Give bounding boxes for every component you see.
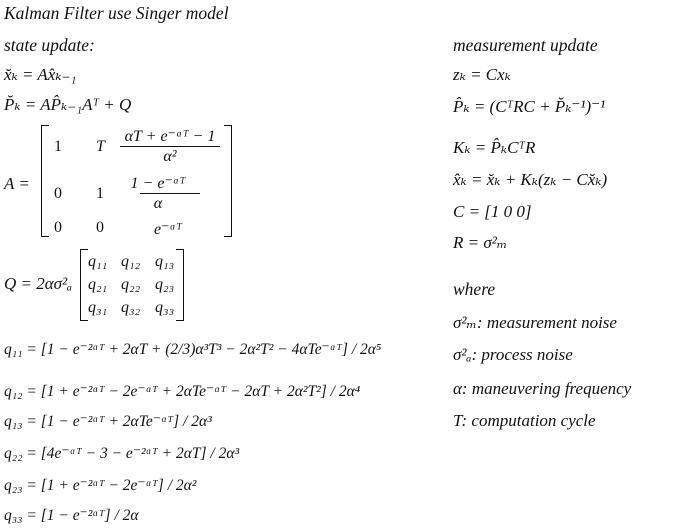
matrix-q-cell: q₂₃ xyxy=(155,276,175,293)
c-matrix-equation: C = [1 0 0] xyxy=(453,202,532,221)
q23-equation: q₂₃ = [1 + e⁻²ᵅᵀ − 2e⁻ᵅᵀ] / 2α² xyxy=(4,477,197,494)
matrix-q-cell: q₃₂ xyxy=(121,299,141,316)
definition-measurement-noise: σ²ₘ: measurement noise xyxy=(453,313,617,332)
matrix-q-left-bracket xyxy=(80,249,88,321)
matrix-q-label: Q = 2ασ²ₐ xyxy=(4,274,73,293)
state-predict-equation: x̆ₖ = Ax̂ₖ₋₁ xyxy=(4,65,77,84)
where-label: where xyxy=(453,279,496,299)
definition-process-noise: σ²ₐ: process noise xyxy=(453,345,573,364)
matrix-a-cell: 0 xyxy=(54,219,62,236)
covariance-predict-equation: P̆ₖ = AP̂ₖ₋₁Aᵀ + Q xyxy=(4,95,132,114)
matrix-a-left-bracket xyxy=(41,125,49,237)
q33-equation: q₃₃ = [1 − e⁻²ᵅᵀ] / 2α xyxy=(4,507,139,524)
state-update-equation: x̂ₖ = x̆ₖ + Kₖ(zₖ − Cx̆ₖ) xyxy=(453,170,608,189)
matrix-a-cell-denominator: α xyxy=(153,195,163,212)
matrix-a-cell: 0 xyxy=(96,219,104,236)
measurement-equation: zₖ = Cxₖ xyxy=(453,65,511,84)
q22-equation: q₂₂ = [4e⁻ᵅᵀ − 3 − e⁻²ᵅᵀ + 2αT] / 2α³ xyxy=(4,445,240,462)
matrix-a-label: A = xyxy=(4,174,30,193)
matrix-a-cell-numerator: 1 − e⁻ᵅᵀ xyxy=(130,175,186,192)
definition-maneuvering-frequency: α: maneuvering frequency xyxy=(453,379,632,398)
matrix-q-cell: q₂₁ xyxy=(88,276,108,293)
covariance-update-equation: P̂ₖ = (CᵀRC + P̆ₖ⁻¹)⁻¹ xyxy=(453,97,606,116)
measurement-update-heading: measurement update xyxy=(453,35,598,55)
matrix-a-right-bracket xyxy=(224,125,232,237)
q11-equation: q₁₁ = [1 − e⁻²ᵅᵀ + 2αT + (2/3)α³T³ − 2α²T² − 4αTe⁻ᵅᵀ] / 2α⁵ xyxy=(4,341,382,358)
matrix-a-cell: e⁻ᵅᵀ xyxy=(154,221,183,238)
matrix-a-cell: 1 xyxy=(96,185,104,202)
state-update-heading: state update: xyxy=(4,35,95,55)
matrix-a-cell-denominator: α² xyxy=(163,148,177,165)
matrix-a-cell-numerator: αT + e⁻ᵅᵀ − 1 xyxy=(124,128,216,145)
matrix-q-cell: q₁₃ xyxy=(155,253,175,270)
matrix-q-right-bracket xyxy=(176,249,184,321)
matrix-q-cell: q₁₁ xyxy=(88,253,108,270)
q12-equation: q₁₂ = [1 + e⁻²ᵅᵀ − 2e⁻ᵅᵀ + 2αTe⁻ᵅᵀ − 2αT + 2α²T²] / 2α⁴ xyxy=(4,383,361,400)
matrix-q-cell: q₃₃ xyxy=(155,299,175,316)
gain-equation: Kₖ = P̂ₖCᵀR xyxy=(453,138,536,157)
q13-equation: q₁₃ = [1 − e⁻²ᵅᵀ + 2αTe⁻ᵅᵀ] / 2α³ xyxy=(4,413,212,430)
page-title: Kalman Filter use Singer model xyxy=(4,3,229,23)
matrix-q-cell: q₃₁ xyxy=(88,299,108,316)
matrix-q-cell: q₁₂ xyxy=(121,253,141,270)
definition-computation-cycle: T: computation cycle xyxy=(453,411,596,430)
r-equation: R = σ²ₘ xyxy=(453,233,508,252)
matrix-a-cell: T xyxy=(96,138,105,155)
matrix-q-cell: q₂₂ xyxy=(121,276,141,293)
matrix-a-cell: 1 xyxy=(54,138,62,155)
fraction-bar xyxy=(140,193,200,194)
fraction-bar xyxy=(120,146,220,147)
matrix-a-cell: 0 xyxy=(54,185,62,202)
